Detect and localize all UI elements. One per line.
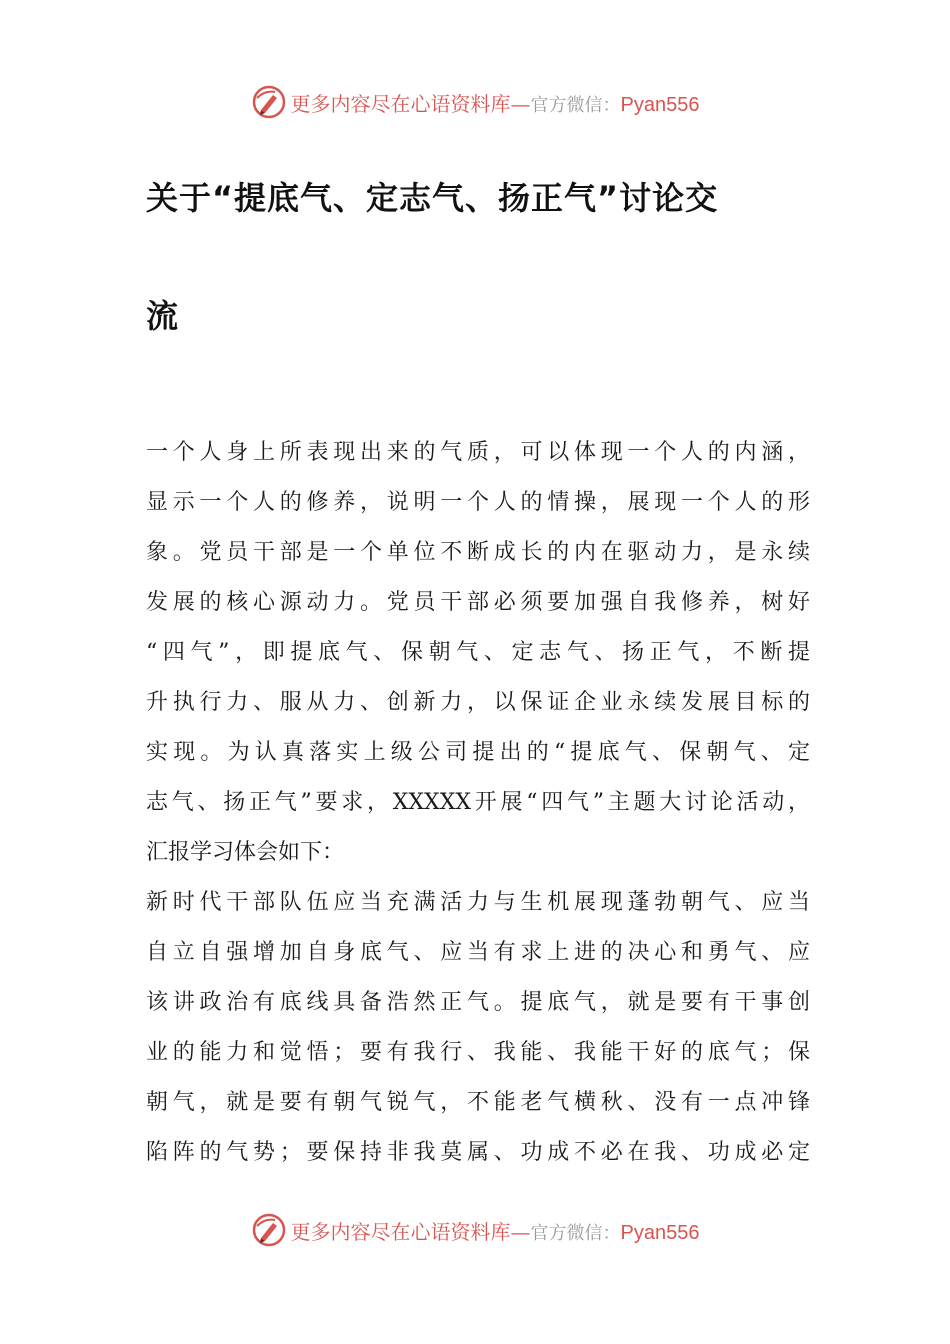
banner-main-text: 更多内容尽在心语资料库 [290, 1219, 511, 1244]
text-line: 实现。为认真落实上级公司提出的“提底气、保朝气、定 [146, 740, 810, 765]
text-line: 业的能力和觉悟；要有我行、我能、我能干好的底气；保 [146, 1040, 810, 1065]
text-line: 新时代干部队伍应当充满活力与生机展现蓬勃朝气、应当 [146, 890, 810, 915]
text-line: 该讲政治有底线具备浩然正气。提底气，就是要有干事创 [146, 990, 810, 1015]
text-line: “四气”，即提底气、保朝气、定志气、扬正气，不断提 [146, 640, 810, 665]
text-line: 显示一个人的修养，说明一个人的情操，展现一个人的形 [146, 490, 810, 515]
banner-text [291, 1216, 700, 1245]
document-title-line-2: 流 [146, 297, 179, 335]
text-line: 一个人身上所表现出来的气质，可以体现一个人的内涵， [146, 440, 810, 465]
footer-banner [0, 1208, 950, 1252]
paragraph-1 [146, 428, 810, 878]
paragraph-2 [146, 878, 810, 1178]
document-body [146, 428, 810, 1178]
header-banner [0, 80, 950, 124]
banner-wechat-id: Pyan556 [620, 93, 700, 116]
banner-official-label: 官方微信： [530, 94, 621, 116]
pen-circle-logo-icon [251, 1212, 287, 1248]
text-line: 志气、扬正气”要求，XXXXX开展“四气”主题大讨论活动， [146, 790, 810, 815]
text-line: 陷阵的气势；要保持非我莫属、功成不必在我、功成必定 [146, 1140, 810, 1165]
pen-circle-logo-icon [251, 84, 287, 120]
banner-dash: — [510, 91, 531, 116]
banner-text [291, 88, 700, 117]
banner-official-label: 官方微信： [530, 1222, 621, 1244]
text-line: 汇报学习体会如下： [146, 840, 345, 865]
document-title-line-1: 关于“提底气、定志气、扬正气”讨论交 [146, 179, 719, 217]
text-line: 朝气，就是要有朝气锐气，不能老气横秋、没有一点冲锋 [146, 1090, 810, 1115]
banner-wechat-id: Pyan556 [620, 1221, 700, 1244]
banner-dash: — [510, 1219, 531, 1244]
text-line: 发展的核心源动力。党员干部必须要加强自我修养，树好 [146, 590, 810, 615]
text-line: 升执行力、服从力、创新力，以保证企业永续发展目标的 [146, 690, 810, 715]
banner-main-text: 更多内容尽在心语资料库 [290, 91, 511, 116]
text-line: 自立自强增加自身底气、应当有求上进的决心和勇气、应 [146, 940, 810, 965]
text-line: 象。党员干部是一个单位不断成长的内在驱动力，是永续 [146, 540, 810, 565]
